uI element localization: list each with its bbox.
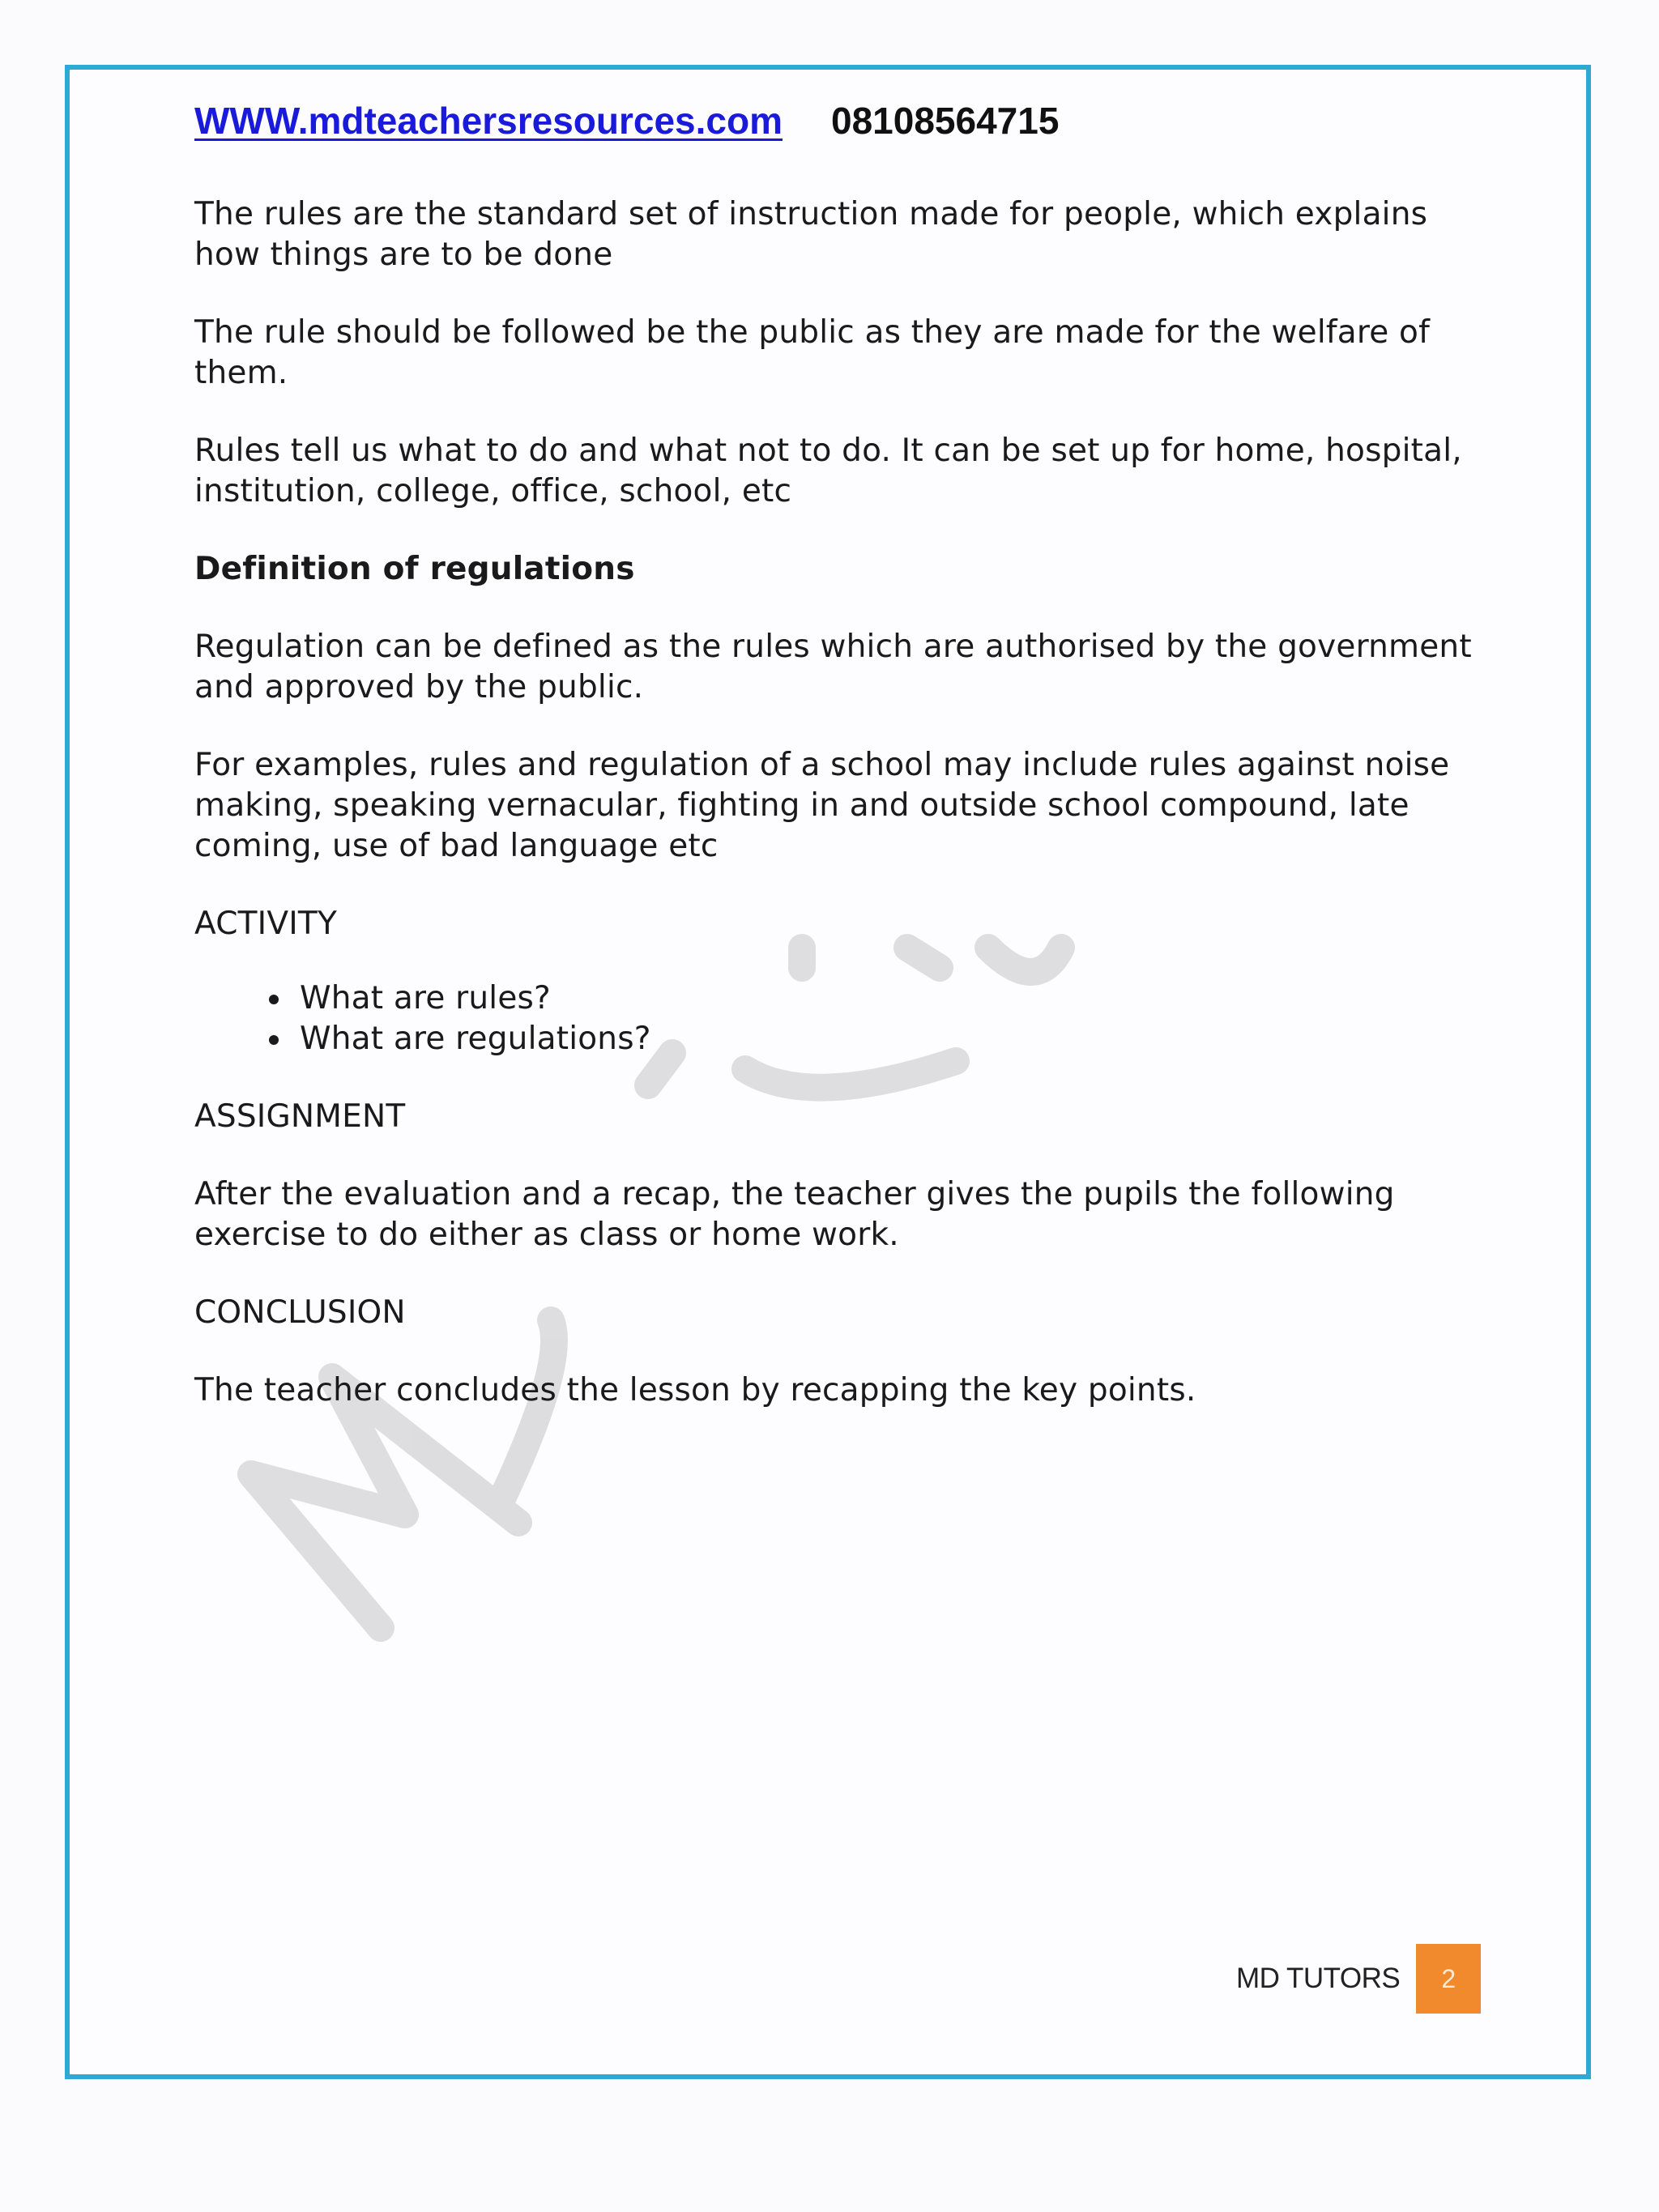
- rules-definition-paragraph: The rules are the standard set of instruction made for people, which explains how things are to be done: [194, 196, 1428, 273]
- page-header: [194, 99, 1059, 143]
- rules-usage-paragraph: Rules tell us what to do and what not to do. It can be set up for home, hospital, institution, college, office, school, etc: [194, 433, 1462, 509]
- examples-paragraph: For examples, rules and regulation of a school may include rules against noise making, speaking vernacular, fighting in and outside school compound, late coming, use of bad language etc: [194, 747, 1450, 864]
- page-number-badge: 2: [1416, 1944, 1481, 2014]
- definition-heading: Definition of regulations: [194, 551, 635, 587]
- assignment-heading: ASSIGNMENT: [194, 1098, 406, 1135]
- assignment-paragraph: After the evaluation and a recap, the teacher gives the pupils the following exercise to do either as class or home work.: [194, 1176, 1395, 1253]
- document-body: [194, 194, 1474, 1448]
- phone-number: 08108564715: [831, 100, 1060, 142]
- list-item: • What are rules?: [293, 978, 1474, 1019]
- conclusion-paragraph: The teacher concludes the lesson by recapping the key points.: [194, 1372, 1196, 1409]
- activity-heading: ACTIVITY: [194, 906, 337, 942]
- regulation-definition-paragraph: Regulation can be defined as the rules which are authorised by the government and approved by the public.: [194, 629, 1472, 705]
- page-footer: [1236, 1944, 1481, 2014]
- conclusion-heading: CONCLUSION: [194, 1294, 406, 1331]
- activity-list: [194, 978, 1474, 1059]
- website-link[interactable]: WWW.mdteachersresources.com: [194, 100, 783, 142]
- footer-brand: MD TUTORS: [1236, 1963, 1401, 1994]
- rules-welfare-paragraph: The rule should be followed be the public as they are made for the welfare of them.: [194, 314, 1431, 391]
- list-item: • What are regulations?: [293, 1019, 1474, 1059]
